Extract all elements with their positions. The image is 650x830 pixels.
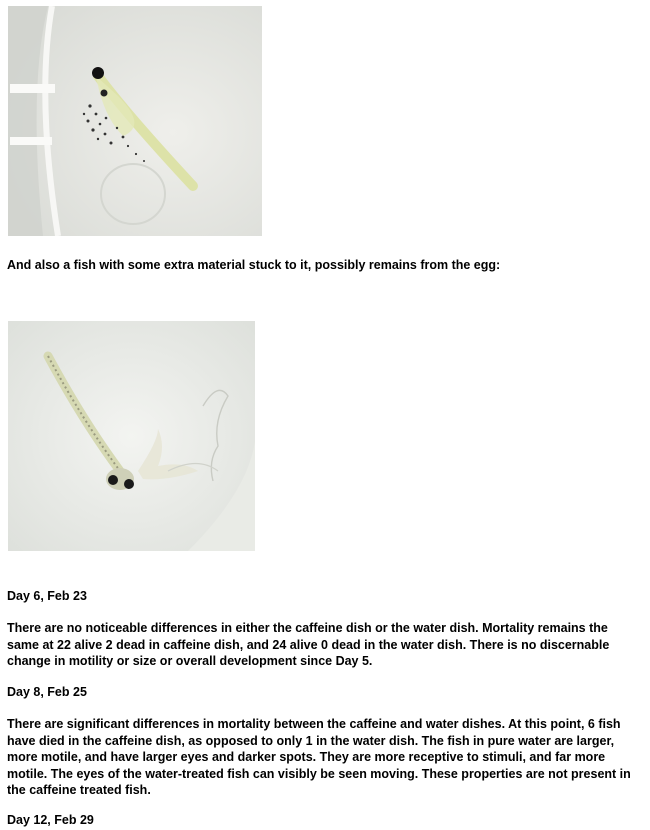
caption-text: And also a fish with some extra material stuck to it, possibly remains from the egg: (7, 258, 501, 272)
entry-heading: Day 8, Feb 25 (7, 685, 87, 699)
fish-larva-photo (8, 6, 262, 236)
entry-text: There are no noticeable differences in either the caffeine dish or the water dish. Mortality remains the same at 22 alive 2 dead in caffeine dish, and 24 alive 0 dead in the water dish. There is no discernable change in motility or size or overall development since Day 5. (7, 621, 610, 668)
entry-heading: Day 12, Feb 29 (7, 813, 94, 827)
fish-with-material-image (8, 321, 255, 551)
fish-with-material-photo (8, 321, 255, 551)
fish-larva-image (8, 6, 262, 236)
entry-text: There are significant differences in mortality between the caffeine and water dishes. At this point, 6 fish have died in the caffeine dish, as opposed to only 1 in the water dish. The fish in pure water are larger, more motile, and have larger eyes and darker spots. They are more receptive to stimuli, and far more motile. The eyes of the water-treated fish can visibly be seen moving. These properties are not present in the caffeine treated fish. (7, 717, 631, 797)
entry-heading: Day 6, Feb 23 (7, 589, 87, 603)
